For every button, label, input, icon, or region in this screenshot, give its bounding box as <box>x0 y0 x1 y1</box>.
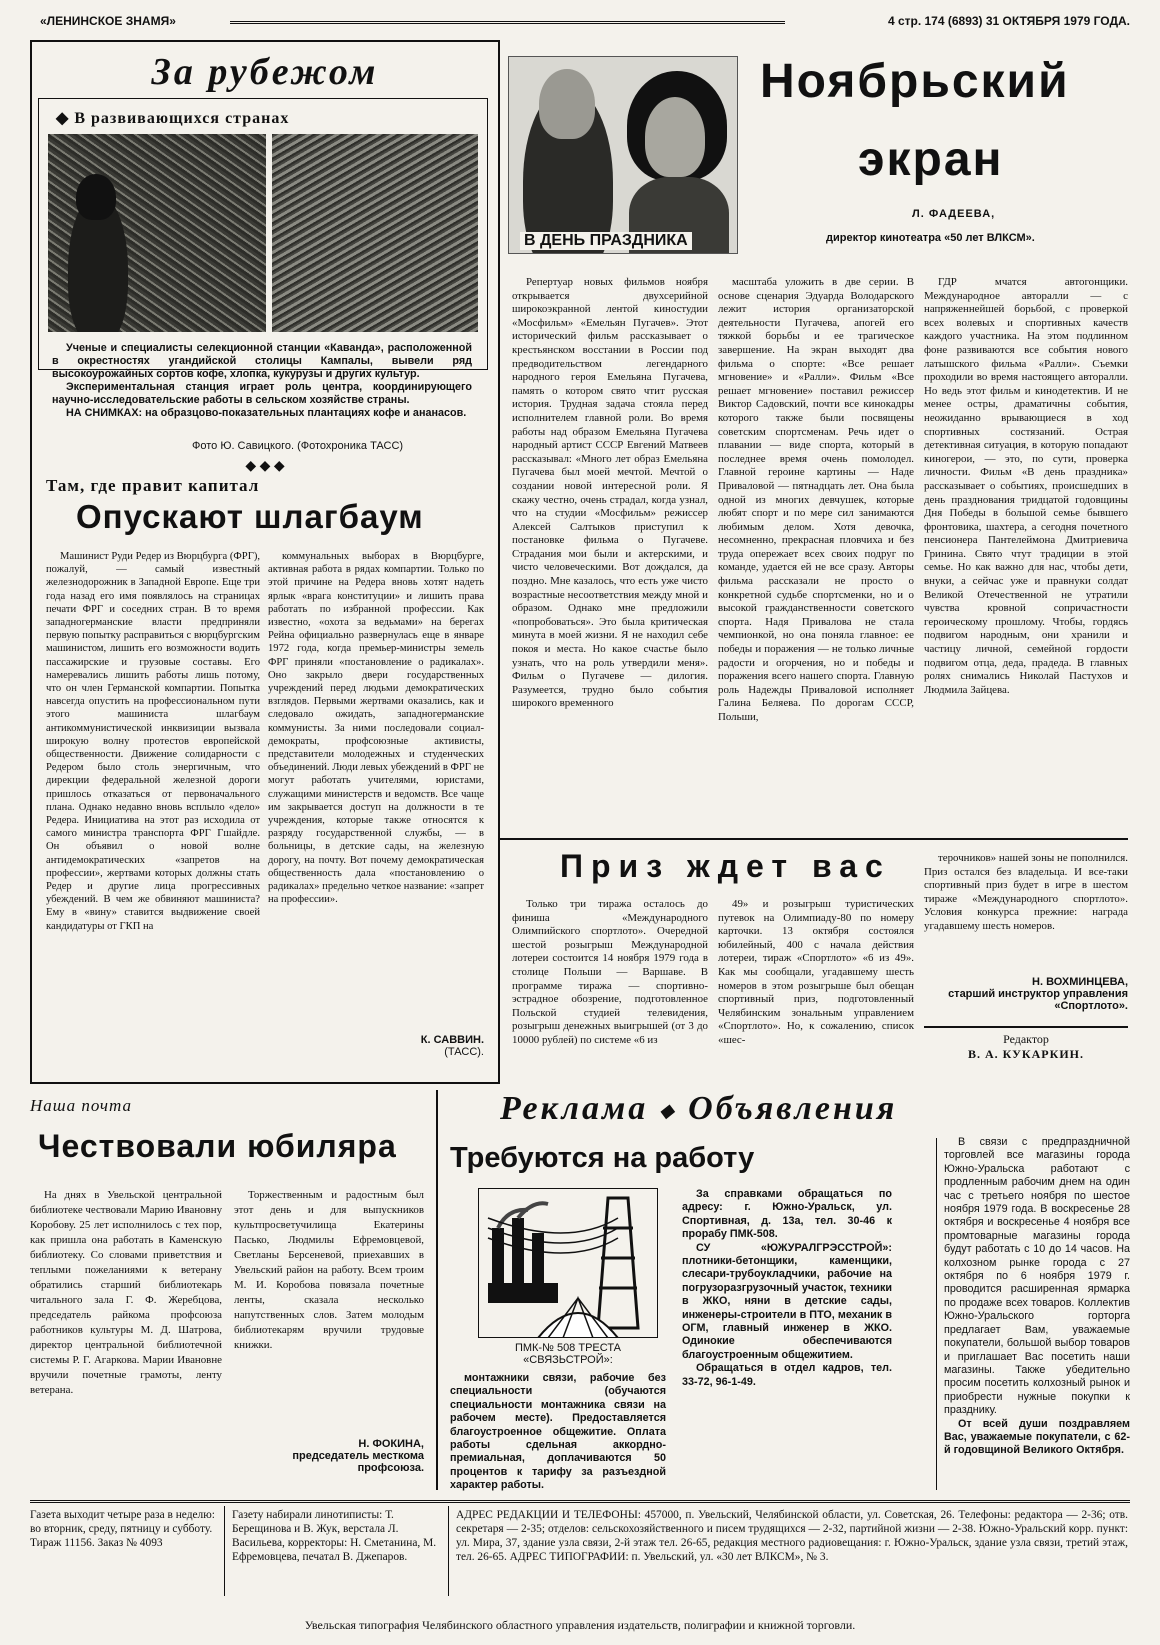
ads-col1: монтажники связи, рабочие без специальности (обучаются специальности монтажника связи на рабочем месте). Предоставляется благоустроенное общежитие. Оплата работы сдельная аккордно-премиальная, доплачиваются 50 процентов к тарифу за разъездной характер работы. <box>450 1372 666 1492</box>
screen-col3: ГДР мчатся автогонщики. Международное авторалли — с напряженнейшей борьбой, с проверкой всех волевых и спортивных качеств каждого участника. На этом подлинном фоне развиваются все события нового латышского фильма «Ралли». Съемки проходили во время настоящего авторалли. Но ведь этот фильм и кинодетектив. И не менее остры, драматичны события, неожиданно врывающиеся в ход спортивных состязаний. Острая детективная ситуация, в которую попадают киногерои, — это, по сути, проверка личности. Фильм «В день праздника» рассказывает о событиях, происшедших в день празднования тридцатой годовщины Дня Победы в большой семье бывшего фронтовика, шахтера, а сегодня почетного пенсионера Пантелеймона Дмитриевича Гринина. Свято чтут традиции в этой семье. Но как важно для нас, чтобы дети, внуки, а сейчас уже и правнуки солдат Великой Отечественной не утратили чувства кровной сопричастности героическому прошлому. Чтобы, гордясь подвигом народным, они хранили и частицу личной, семейной гордости подвигом отца, деда, прадеда. В главных ролях снимались Николай Пастухов и Людмила Зайцева. <box>924 276 1128 696</box>
footer-staff: Газету набирали линотиписты: Т. Берещинова и В. Жук, верстала Л. Васильева, корректоры: Н. Сметанина, М. Ефремовцева, печатал В. Джепаров. <box>232 1509 437 1563</box>
ads-divider-2 <box>936 1138 937 1490</box>
diamond-icon: ◆ <box>56 110 75 127</box>
diamond-icon: ◆ <box>659 1100 677 1121</box>
job-title: Требуются на работу <box>450 1142 755 1174</box>
screen-author: Л. ФАДЕЕВА, <box>912 208 996 220</box>
article-signature: К. САВВИН. (ТАСС). <box>420 1034 484 1058</box>
prize-signature: Н. ВОХМИНЦЕВА, старший инструктор управления «Спортлото». <box>948 976 1128 1012</box>
article-col1: Машинист Руди Редер из Вюрцбурга (ФРГ), пожалуй, — самый известный железнодорожник в Западной Европе. Еще три года назад его имя появлялось на страницах печати ФРГ и соседних стран. В то время западногерманские власти предприняли первую попытку расправиться с вюрцбургским машинистом, лишить его возможности водить пассажирские и грузовые составы. Его намеревались лишить работы лишь потому, что он член Германской компартии. Попытка навсегда опустить на профессиональном пути этого машиниста шлагбаум антикоммунистической инквизиции вызвала широкую волну протестов европейской общественности. Движение солидарности с Редером было столь энергичным, что дирекции федеральной железной дороги пришлось отказаться от первоначального плана. Однако недавно вновь всплыло «дело» Редера. Инициатива на этот раз исходила от самого министра транспорта ФРГ Гшайдле. Он объявил о новой волне антидемократических «запретов на профессии», жертвами которых должны стать Редер и другие лица прогрессивных убеждений. В чем же обвиняют машиниста? Ему в «вину» ставится выдвижение своей кандидатуры от ГКП на <box>46 551 260 932</box>
power-line-illustration <box>478 1188 658 1338</box>
abroad-section <box>30 40 500 1084</box>
footer-schedule: Газета выходит четыре раза в неделю: во вторник, среду, пятницу и субботу. Тираж 11156. Заказ № 4093 <box>30 1509 215 1549</box>
mail-title: Чествовали юбиляра <box>38 1128 397 1164</box>
prize-col2: 49» и розыгрыш туристических путевок на Олимпиаду-80 по номеру карточки. 13 октября состоялся юбилейный, 400 с начала действия лотереи, тираж «Спортлото» «6 из 49». Как мы сообщали, угадавшему шесть номеров в этом розыгрыше был обещан спортивный приз, подготовленный Челябинским зональным управлением «Спортлото». Но, к сожалению, список «шес- <box>718 898 914 1046</box>
ads-col3: В связи с предпраздничной торговлей все магазины города Южно-Уральска работают с продленным рабочим днем на один час с третьего ноября по шестое ноября 1979 года. В воскресенье 28 октября и воскресенье 4 ноября все промтоварные магазины города будут работать с 10 до 14 часов. На колхозном рынке города с 27 октября по 6 ноября 1979 г. проводится расширенная ярмарка по продаже всех товаров. Коллектив Южно-Уральского горторга предлагает Вам, уважаемые покупатели, большой выбор товаров и приглашает Вас посетить наши магазины. Также убедительно просим посетить колхозный рынок и приобрести нужные покупки к празднику. От всей души поздравляем Вас, уважаемые покупатели, с 62-й годовщиной Великого Октября. <box>944 1136 1130 1457</box>
article-headline: Опускают шлагбаум <box>76 498 424 535</box>
mail-col1: На днях в Увельской центральной библиотеке чествовали Марию Ивановну Коробову. 25 лет исполнилось с тех пор, как пришла она работать в Каменскую библиотеку. Со словами приветствия и теплыми пожеланиями к ветерану обратились старший библиотекарь читального зала Г. Ф. Жеребцова, председатель райкома профсоюза работников культуры М. Д. Шатрова, директор центральной библиотечной системы Р. Г. Агаркова. Марии Ивановне вручили почетные грамоты, ленту ветерана. <box>30 1189 223 1396</box>
film-still-caption: В ДЕНЬ ПРАЗДНИКА <box>520 232 692 250</box>
mail-signature: Н. ФОКИНА, председатель месткома профсоюза. <box>292 1438 424 1474</box>
screen-title-2: экран <box>858 133 1004 186</box>
photo-credit: Фото Ю. Савицкого. (Фотохроника ТАСС) <box>192 440 404 452</box>
photo-pineapples <box>272 134 478 332</box>
screen-col2: масштаба уложить в две серии. В основе сценария Эдуарда Володарского лежит история организаторской деятельности Пугачева, апогей его тяжкой борьбы и ее трагическое завершение. На экран выходят два фильма о спорте: «Все решает мгновение» и «Ралли». Фильм «Все решает мгновение» поставил режиссер Виктор Садовский, почти все кинокадры которого также были посвящены советским спортсменам. Речь идет о плавании — виде спорта, который в последнее время очень помолодел. Главной героине картины — Наде Приваловой — пятнадцать лет. Она была одной из многих девчушек, которые любят спорт и по мере сил занимаются любимым делом. Хотя девочка, несомненно, прекрасная пловчиха и без труда опережает всех своих подруг по команде, удается ей не все сразу. Авторы фильма рассказали не просто о конкретной судьбе спортсменки, но и о высокой гражданственности советского спорта. Надя Привалова не стала чемпионкой, но она поняла главное: ее победы и поражения — не только личные радости и огорчения, но и победы и поражения всего нашего спорта. Главную роль Надежды Приваловой исполняет Галина Беляева. По дорогам СССР, Польши, <box>718 276 914 723</box>
film-still <box>508 56 738 254</box>
man-face <box>539 69 595 139</box>
mail-col2: Торжественным и радостным был этот день и для выпускников культпросветучилища Екатерины Пасько, Людмилы Ефремовцевой, Светланы Берсеневой, приехавших в Увельский район на работу. Всем троим М. И. Коробова повязала почетные ленты, сказала несколько напутственных слов. Затем молодым библиотекарям вручили трудовые книжки. <box>234 1189 424 1351</box>
editor-rule <box>924 1026 1128 1028</box>
prize-col1: Только три тиража осталось до финиша «Международного Олимпийского спортлото». Очередной шестой розыгрыш Международной лотереи состоится 14 ноября 1979 года в столице Польши — Варшаве. В программе тиража — спортивно-эстрадное обозрение, подготовленное Польской студией телевидения, розыгрыш денежных выигрышей (от 3 до 10000 рублей) по системе «6 из <box>512 898 708 1046</box>
photo-scientist <box>48 134 266 332</box>
photo-caption: Ученые и специалисты селекционной станции «Каванда», расположенной в окрестностях угандийской столицы Кампалы, вывели ряд высокоурожайных сортов кофе, хлопка, кукурузы и других культур. Экспериментальная станция играет роль центра, координирующего научно-исследовательские работы в сельском хозяйстве страны. НА СНИМКАХ: на образцово-показательных плантациях кофе и ананасов. <box>52 342 472 419</box>
screen-author-role: директор кинотеатра «50 лет ВЛКСМ». <box>826 232 1035 244</box>
woman-face <box>645 97 705 177</box>
ads-col2: За справками обращаться по адресу: г. Южно-Уральск, ул. Спортивная, д. 13а, тел. 30-46 к прорабу ПМК-508. СУ «ЮЖУРАЛГРЭССТРОЙ»: плотники-бетонщики, каменщики, слесари-трубоукладчики, рабочие на погрузоразгрузочный участок, техники в ЖКО, няни в детские сады, инженеры-строители в ПТО, механик в ОГМ, главный инженер в ЖКО. Одинокие обеспечиваются благоустроенным общежитием. Обращаться в отдел кадров, тел. 33-72, 96-1-49. <box>682 1188 892 1388</box>
footer-address: АДРЕС РЕДАКЦИИ И ТЕЛЕФОНЫ: 457000, п. Увельский, Челябинской области, ул. Советская, 26. Телефоны: редактора — 2-36; отв. секретаря — 2-35; отделов: сельскохозяйственного и писем трудящихся — 2-32, партийной жизни — 2-38. Южно-Уральский корр. пункт: ул. Мира, 37, здание узла связи, 2-й этаж тел. 26-65, редакция местного радиовещания: г. Южно-Уральск, здание узла связи, третий этаж, тел. 26-65. АДРЕС ТИПОГРАФИИ: п. Увельский, ул. «30 лет ВЛКСМ», № 3. <box>456 1509 1128 1563</box>
ads-title: Реклама ◆ Объявления <box>500 1090 898 1127</box>
mail-rubric: Наша почта <box>30 1096 133 1115</box>
ads-divider <box>436 1090 438 1490</box>
paper-name: «ЛЕНИНСКОЕ ЗНАМЯ» <box>40 14 176 28</box>
job-org: ПМК-№ 508 ТРЕСТА «СВЯЗЬСТРОЙ»: <box>514 1342 622 1366</box>
article-kicker: Там, где правит капитал <box>46 476 260 495</box>
footer-divider-2 <box>448 1506 449 1596</box>
prize-title: Приз ждет вас <box>560 848 891 884</box>
abroad-title: За рубежом <box>151 51 379 93</box>
ad-illustration <box>478 1188 658 1338</box>
footer-printing: Увельская типография Челябинского областного управления издательств, полиграфии и книжной торговли. <box>304 1618 856 1632</box>
screen-title-1: Ноябрьский <box>760 55 1070 108</box>
masthead <box>40 14 1130 30</box>
footer-rule <box>30 1500 1130 1503</box>
article-col2: коммунальных выборах в Вюрцбурге, активная работа в рядах компартии. Только по этой причине на Редера вновь хотят надеть ярлык «врага конституции» и лишить права работать по избранной профессии. Как известно, «охота за ведьмами» на берегах Рейна официально развернулась еще в январе 1972 года, когда премьер-министры земель ФРГ приняли «постановление о радикалах». Оно закрыло двери государственных учреждений перед людьми демократических взглядов. Первыми жертвами оказались, как и следовало ожидать, западногерманские коммунисты. За ними последовали социал-демократы, профсоюзные активисты, представители молодежных и студенческих объединений. Люди левых убеждений в ФРГ не могут работать учителями, юристами, служащими министерств и ведомств. Все чаще им закрывается доступ на должности в те учреждения, которые также относятся к разряду государственной службы, — в больницы, в детские сады, на железную дорогу, на почту. Вот почему демократическая общественность дала «постановлению о радикалах» предельно четкое название: «запрет на профессии». <box>268 551 484 906</box>
separator-stars: ◆ ◆ ◆ <box>245 459 285 474</box>
prize-col3: терочников» нашей зоны не пополнился. Приз остался без владельца. И все-таки спортивный приз будет в игре в шестом тираже «Международного спортлото». Условия конкурса прежние: награда угадавшему шесть номеров. <box>924 852 1128 932</box>
screen-col1: Репертуар новых фильмов ноября открывается двухсерийной широкоэкранной лентой киностудии «Мосфильм» «Емельян Пугачев». Этот исторический фильм рассказывает о крестьянском восстании в России под предводительством легендарного народного героя Емельяна Пугачева, память о котором свято чтит русская история. Трудная задача стояла перед исполнителем главной роли. Во время работы над образом Емельяна Пугачева народный артист СССР Евгений Матвеев рассказывал: «Много лет образ Емельяна Пугачева был моей мечтой. Мечтой о создании новой интересной роли. Я скажу честно, очень страдал, когда узнал, что на студии «Мосфильм» режиссер Алексей Салтыков приступил к постановке фильма о Пугачеве. Страдания мои были и актерскими, и чисто человеческими. Вот дождался, да поздно. Мне казалось, что есть уже чисто возрастные несоответствия между мной и образом. Однако мне предложили «попробоваться». Это была критическая минута в моей жизни. Я не находил себе покоя и места. Но какое счастье было узнать, что на роль утвердили меня». Фильм о Пугачеве — дилогия. Разумеется, трудно было события широкого временного <box>512 276 708 710</box>
footer-divider-1 <box>224 1506 225 1596</box>
issue-info: 4 стр. 174 (6893) 31 ОКТЯБРЯ 1979 ГОДА. <box>887 14 1130 28</box>
scientist-head <box>76 174 116 220</box>
masthead-rule <box>230 21 785 24</box>
editor-block: Редактор В. А. КУКАРКИН. <box>967 1032 1084 1061</box>
subheading: ◆ В развивающихся странах <box>56 110 290 127</box>
